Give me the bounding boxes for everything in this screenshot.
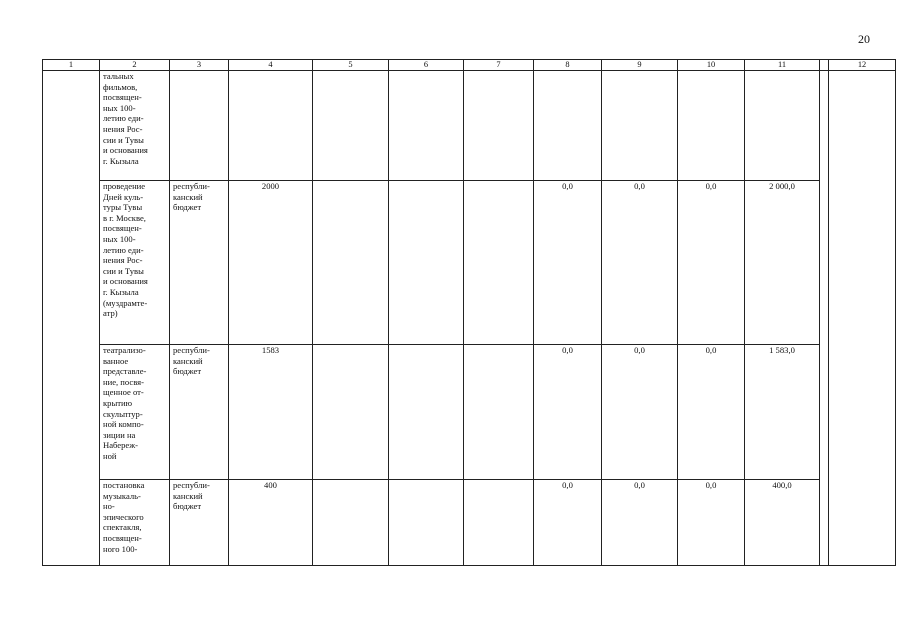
- row-col11: [745, 71, 820, 181]
- header-cell-3: 3: [170, 60, 229, 71]
- row-name: театрализо- ванное представле- ние, посвя- щенное от- крытию скульптур- ной компо- зиции на Набереж- ной: [100, 345, 170, 480]
- table-row: [43, 71, 896, 181]
- row-col7: [464, 480, 534, 566]
- col12-cell: [829, 71, 896, 566]
- row-total: 1583: [229, 345, 313, 480]
- row-col6: [389, 71, 464, 181]
- row-col9: 0,0: [602, 181, 678, 345]
- row-col10: 0,0: [678, 345, 745, 480]
- row-col5: [313, 71, 389, 181]
- column-gap: [820, 71, 829, 566]
- row-col5: [313, 181, 389, 345]
- row-col9: 0,0: [602, 480, 678, 566]
- header-row: [43, 60, 896, 71]
- header-cell-6: 6: [389, 60, 464, 71]
- row-name: тальных фильмов, посвящен- ных 100- летию еди- нения Рос- сии и Тувы и основания г. Кызыла: [100, 71, 170, 181]
- row-col6: [389, 480, 464, 566]
- page-number: 20: [858, 32, 870, 46]
- row-col10: [678, 71, 745, 181]
- row-name: постановка музыкаль- но- эпического спектакля, посвящен- ного 100-: [100, 480, 170, 566]
- row-col9: [602, 71, 678, 181]
- header-cell-4: 4: [229, 60, 313, 71]
- row-col5: [313, 345, 389, 480]
- budget-table: [42, 59, 896, 566]
- table-row: [43, 480, 896, 566]
- row-col7: [464, 71, 534, 181]
- row-col8: 0,0: [534, 181, 602, 345]
- row-source: республи- канский бюджет: [170, 181, 229, 345]
- header-cell-2: 2: [100, 60, 170, 71]
- column-gap: [820, 60, 829, 71]
- header-cell-8: 8: [534, 60, 602, 71]
- row-col10: 0,0: [678, 181, 745, 345]
- header-cell-7: 7: [464, 60, 534, 71]
- header-cell-9: 9: [602, 60, 678, 71]
- row-total: 400: [229, 480, 313, 566]
- row-source: республи- канский бюджет: [170, 480, 229, 566]
- table-row: [43, 345, 896, 480]
- header-cell-1: 1: [43, 60, 100, 71]
- header-cell-5: 5: [313, 60, 389, 71]
- row-col6: [389, 181, 464, 345]
- row-name: проведение Дней куль- туры Тувы в г. Москве, посвящен- ных 100- летию еди- нения Рос- сии и Тувы и основания г. Кызыла (муздрамте- атр): [100, 181, 170, 345]
- row-col11: 2 000,0: [745, 181, 820, 345]
- row-col7: [464, 181, 534, 345]
- row-col8: 0,0: [534, 345, 602, 480]
- row-col10: 0,0: [678, 480, 745, 566]
- row-total: [229, 71, 313, 181]
- row-col11: 1 583,0: [745, 345, 820, 480]
- row-source: республи- канский бюджет: [170, 345, 229, 480]
- header-cell-12: 12: [829, 60, 896, 71]
- row-col5: [313, 480, 389, 566]
- row-col6: [389, 345, 464, 480]
- row-col7: [464, 345, 534, 480]
- table-row: [43, 181, 896, 345]
- header-cell-11: 11: [745, 60, 820, 71]
- row-col8: 0,0: [534, 480, 602, 566]
- row-source: [170, 71, 229, 181]
- row-col8: [534, 71, 602, 181]
- row-col11: 400,0: [745, 480, 820, 566]
- header-cell-10: 10: [678, 60, 745, 71]
- row-total: 2000: [229, 181, 313, 345]
- col1-cell: [43, 71, 100, 566]
- row-col9: 0,0: [602, 345, 678, 480]
